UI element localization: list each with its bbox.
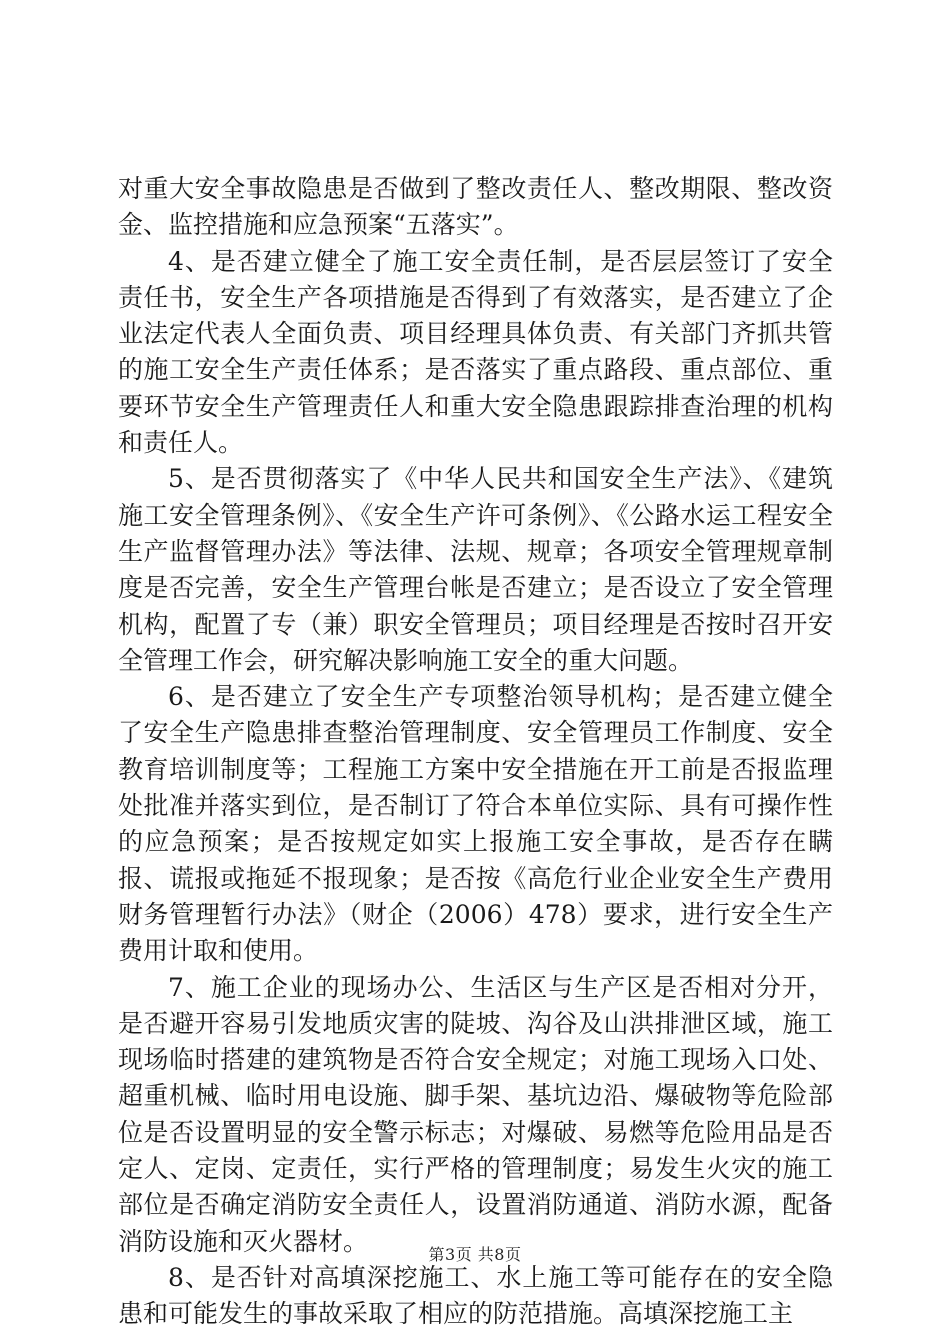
paragraph-item-8: 8、是否针对高填深挖施工、水上施工等可能存在的安全隐患和可能发生的事故采取了相应的防范措施。高填深挖施工主 xyxy=(118,1262,833,1329)
document-body xyxy=(118,171,833,1333)
paragraph-continuation: 对重大安全事故隐患是否做到了整改责任人、整改期限、整改资金、监控措施和应急预案“五落实”。 xyxy=(118,174,833,240)
paragraph-item-4: 4、是否建立健全了施工安全责任制，是否层层签订了安全责任书，安全生产各项措施是否得到了有效落实，是否建立了企业法定代表人全面负责、项目经理具体负责、有关部门齐抓共管的施工安全生产责任体系；是否落实了重点路段、重点部位、重要环节安全生产管理责任人和重大安全隐患跟踪排查治理的机构和责任人。 xyxy=(118,246,833,458)
page-footer: 第3页 共8页 xyxy=(428,1245,522,1264)
paragraph-item-7: 7、施工企业的现场办公、生活区与生产区是否相对分开，是否避开容易引发地质灾害的陡坡、沟谷及山洪排泄区域，施工现场临时搭建的建筑物是否符合安全规定；对施工现场入口处、超重机械、临时用电设施、脚手架、基坑边沿、爆破物等危险部位是否设置明显的安全警示标志；对爆破、易燃等危险用品是否定人、定岗、定责任，实行严格的管理制度；易发生火灾的施工部位是否确定消防安全责任人，设置消防通道、消防水源，配备消防设施和灭火器材。 xyxy=(118,972,833,1256)
paragraph-item-5: 5、是否贯彻落实了《中华人民共和国安全生产法》、《建筑施工安全管理条例》、《安全生产许可条例》、《公路水运工程安全生产监督管理办法》等法律、法规、规章；各项安全管理规章制度是否完善，安全生产管理台帐是否建立；是否设立了安全管理机构，配置了专（兼）职安全管理员；项目经理是否按时召开安全管理工作会，研究解决影响施工安全的重大问题。 xyxy=(118,464,833,675)
paragraph-item-6: 6、是否建立了安全生产专项整治领导机构；是否建立健全了安全生产隐患排查整治管理制度、安全管理员工作制度、安全教育培训制度等；工程施工方案中安全措施在开工前是否报监理处批准并落实到位，是否制订了符合本单位实际、具有可操作性的应急预案；是否按规定如实上报施工安全事故，是否存在瞒报、谎报或拖延不报现象；是否按《高危行业企业安全生产费用财务管理暂行办法》（财企（2006）478）要求，进行安全生产费用计取和使用。 xyxy=(118,682,833,966)
